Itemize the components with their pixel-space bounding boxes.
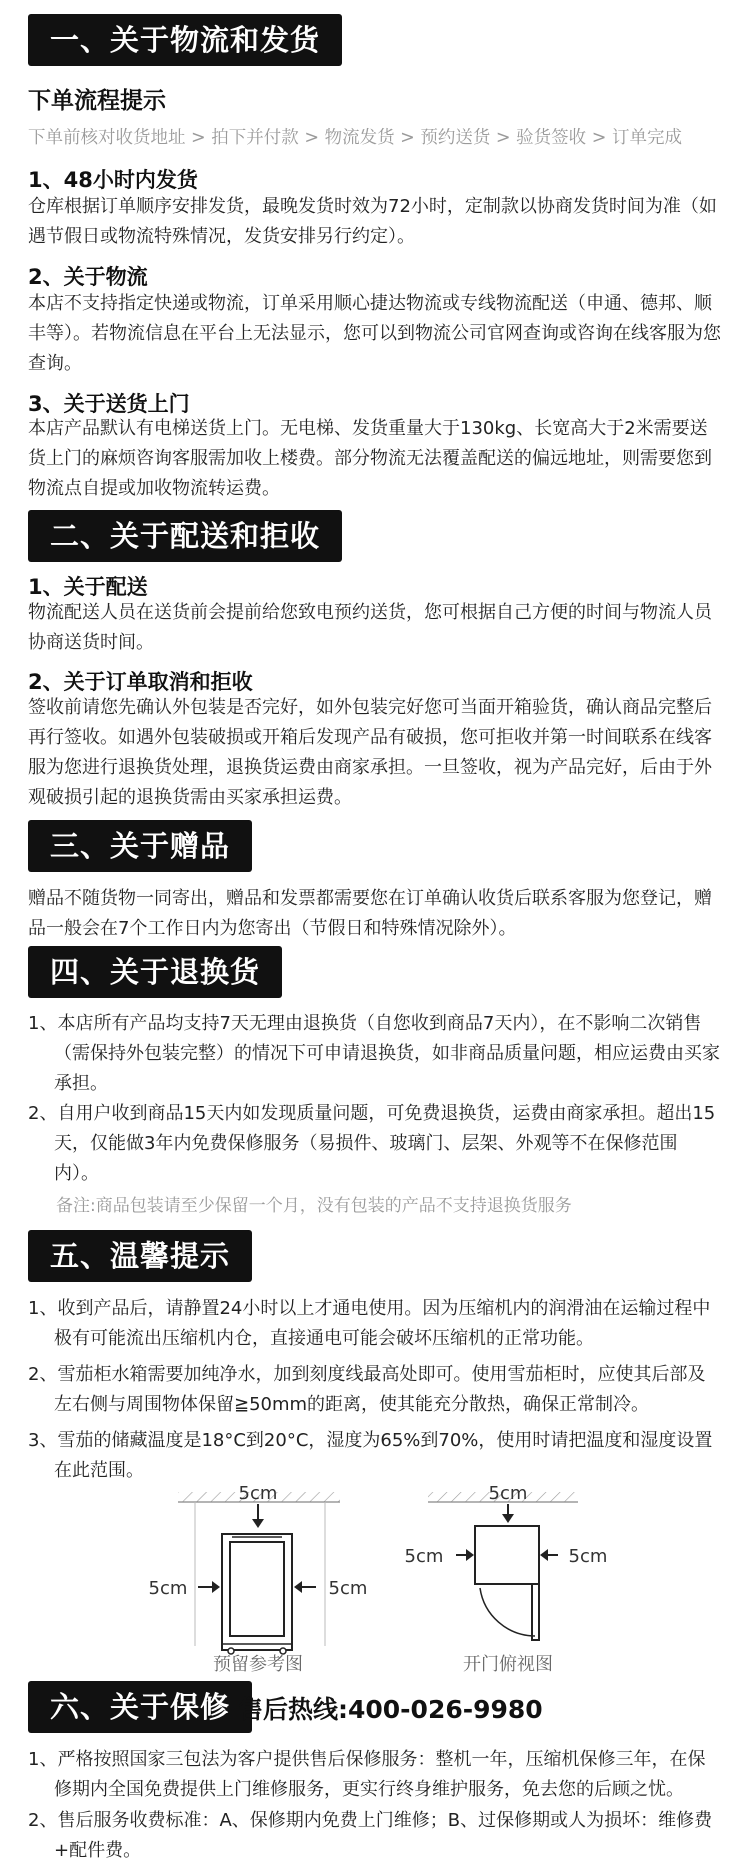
left-gap-label: 5cm <box>404 1546 444 1567</box>
return-note: 备注:商品包装请至少保留一个月，没有包装的产品不支持退换货服务 <box>56 1196 572 1216</box>
item-title: 2、关于订单取消和拒收 <box>28 670 253 694</box>
diagram-caption: 预留参考图 <box>213 1654 303 1675</box>
top-gap-label: 5cm <box>238 1486 278 1504</box>
list-item: 2、售后服务收费标准：A、保修期内免费上门维修；B、过保修期或人为损坏：维修费+配件费。 <box>28 1810 713 1861</box>
right-gap-label: 5cm <box>328 1578 368 1599</box>
list-item: 2、自用户收到商品15天内如发现质量问题，可免费退换货，运费由商家承担。超出15天，仅能做3年内免费保修服务（易损件、玻璃门、层架、外观等不在保修范围内）。 <box>28 1103 716 1184</box>
left-gap-label: 5cm <box>148 1578 188 1599</box>
item-text: 仓库根据订单顺序安排发货，最晚发货时效为72小时，定制款以协商发货时间为准（如遇节假日或物流特殊情况，发货安排另行约定）。 <box>28 196 717 247</box>
item-title: 1、48小时内发货 <box>28 168 198 192</box>
item-title: 1、关于配送 <box>28 575 148 599</box>
door-open-diagram <box>405 1486 608 1675</box>
order-flow-title: 下单流程提示 <box>28 88 166 114</box>
list-item: 3、雪茄的储藏温度是18°C到20°C，湿度为65%到70%，使用时请把温度和湿度设置在此范围。 <box>28 1430 713 1481</box>
item-text: 签收前请您先确认外包装是否完好，如外包装完好您可当面开箱验货，确认商品完整后再行签收。如遇外包装破损或开箱后发现产品有破损，您可拒收并第一时间联系在线客服为您进行退换货处理，退换货运费由商家承担。一旦签收，视为产品完好，后由于外观破损引起的退换货需由买家承担运费。 <box>28 697 712 808</box>
hotline: 售后热线:400-026-9980 <box>238 1695 543 1724</box>
item-title: 3、关于送货上门 <box>28 392 190 416</box>
list-item: 1、收到产品后，请静置24小时以上才通电使用。因为压缩机内的润滑油在运输过程中极有可能流出压缩机内仓，直接通电可能会破坏压缩机的正常功能。 <box>28 1298 711 1349</box>
diagram-caption: 开门俯视图 <box>463 1654 553 1675</box>
section-header-tips: 五、温馨提示 <box>28 1230 252 1282</box>
section-header-delivery: 二、关于配送和拒收 <box>28 510 342 562</box>
item-text: 物流配送人员在送货前会提前给您致电预约送货，您可根据自己方便的时间与物流人员协商送货时间。 <box>28 602 712 653</box>
clearance-diagram <box>149 1486 368 1675</box>
section-header-warranty: 六、关于保修 <box>28 1681 252 1733</box>
item-title: 2、关于物流 <box>28 265 148 289</box>
order-flow-steps: 下单前核对收货地址 > 拍下并付款 > 物流发货 > 预约送货 > 验货签收 > 订单完成 <box>28 128 682 148</box>
cabinet-top-icon <box>475 1526 539 1584</box>
list-item: 1、严格按照国家三包法为客户提供售后保修服务：整机一年，压缩机保修三年，在保修期内全国免费提供上门维修服务，更实行终身维护服务，免去您的后顾之忧。 <box>28 1749 706 1800</box>
item-text: 本店不支持指定快递或物流，订单采用顺心捷达物流或专线物流配送（申通、德邦、顺丰等）。若物流信息在平台上无法显示，您可以到物流公司官网查询或咨询在线客服为您查询。 <box>28 293 721 374</box>
list-item: 2、雪茄柜水箱需要加纯净水，加到刻度线最高处即可。使用雪茄柜时，应使其后部及左右侧与周围物体保留≧50mm的距离，使其能充分散热，确保正常制冷。 <box>28 1364 706 1415</box>
item-text: 本店产品默认有电梯送货上门。无电梯、发货重量大于130kg、长宽高大于2米需要送货上门的麻烦咨询客服需加收上楼费。部分物流无法覆盖配送的偏远地址，则需要您到物流点自提或加收物流转运费。 <box>28 418 712 499</box>
gift-text: 赠品不随货物一同寄出，赠品和发票都需要您在订单确认收货后联系客服为您登记，赠品一般会在7个工作日内为您寄出（节假日和特殊情况除外）。 <box>28 888 712 939</box>
right-gap-label: 5cm <box>568 1546 608 1567</box>
placement-diagrams <box>0 1486 750 1676</box>
top-gap-label: 5cm <box>488 1486 528 1504</box>
list-item: 1、本店所有产品均支持7天无理由退换货（自您收到商品7天内），在不影响二次销售（需保持外包装完整）的情况下可申请退换货，如非商品质量问题，相应运费由买家承担。 <box>28 1013 720 1094</box>
section-header-returns: 四、关于退换货 <box>28 946 282 998</box>
section-header-gifts: 三、关于赠品 <box>28 820 252 872</box>
section-header-logistics: 一、关于物流和发货 <box>28 14 342 66</box>
